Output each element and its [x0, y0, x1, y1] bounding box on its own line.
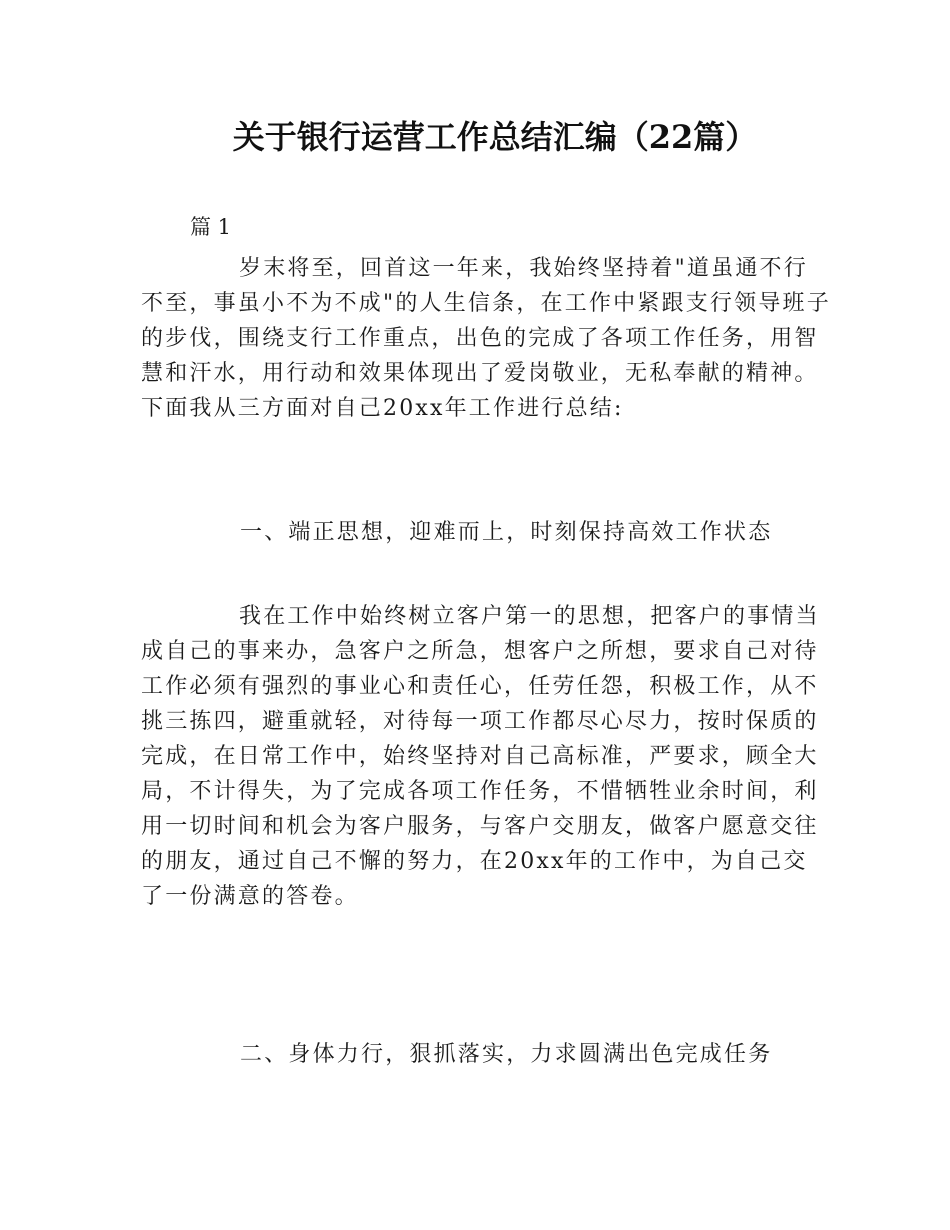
heading-section-one: 一、端正思想，迎难而上，时刻保持高效工作状态: [240, 520, 773, 545]
heading-section-two: 二、身体力行，狠抓落实，力求圆满出色完成任务: [240, 1042, 773, 1067]
paragraph-intro: 岁末将至，回首这一年来，我始终坚持着"道虽通不行不至，事虽小不为不成"的人生信条，在工作中紧跟支行领导班子的步伐，围绕支行工作重点，出色的完成了各项工作任务，用智慧和汗水，用行动和效果体现出了爱岗敬业，无私奉献的精神。下面我从三方面对自己20xx年工作进行总结:: [141, 256, 831, 421]
section-label: 篇 1: [190, 215, 232, 239]
document-title: 关于银行运营工作总结汇编（22篇）: [232, 118, 758, 156]
paragraph-section-one: 我在工作中始终树立客户第一的思想，把客户的事情当成自己的事来办，急客户之所急，想客户之所想，要求自己对待工作必须有强烈的事业心和责任心，任劳任怨，积极工作，从不挑三拣四，避重就轻，对待每一项工作都尽心尽力，按时保质的完成，在日常工作中，始终坚持对自己高标准，严要求，顾全大局，不计得失，为了完成各项工作任务，不惜牺牲业余时间，利用一切时间和机会为客户服务，与客户交朋友，做客户愿意交往的朋友，通过自己不懈的努力，在20xx年的工作中，为自己交了一份满意的答卷。: [141, 604, 820, 909]
